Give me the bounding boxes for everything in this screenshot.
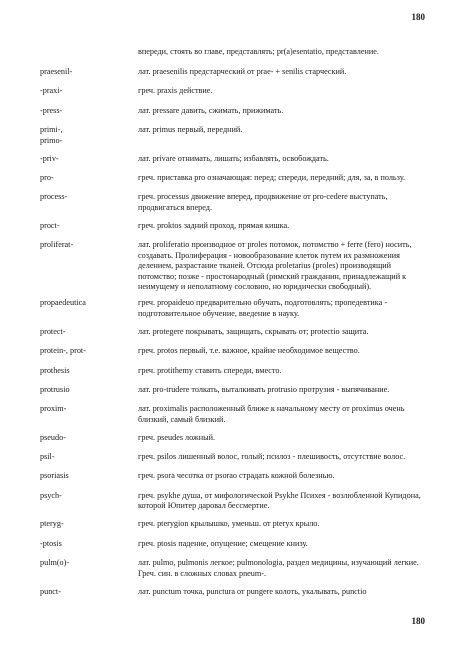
entry-term: -praxi- bbox=[40, 86, 63, 96]
entry-definition: лат. pulmo, pulmonis легкое; pulmonologia, раздел медицины, изучающий легкие. Греч. син. в сложных словах pneum-. bbox=[138, 558, 419, 578]
entry-term: primi-, primo- bbox=[40, 125, 63, 145]
entry-term: pro- bbox=[40, 172, 54, 182]
page-number-top: 180 bbox=[411, 12, 425, 22]
entry-term: proxim- bbox=[40, 404, 67, 414]
entry-definition: греч. pterygion крылышко, уменьш. от pteryx крыло. bbox=[138, 519, 320, 529]
entry-definition: лат. punctum точка, punctura от pungere колоть, укалывать, punctio bbox=[138, 586, 367, 596]
entry-definition: греч. processus движение вперед, продвижение от pro-cedere выступать, продвигаться вперед. bbox=[138, 192, 388, 212]
entry-term: protrusio bbox=[40, 384, 70, 394]
entry-term: psoriasis bbox=[40, 471, 69, 481]
page-number-bottom: 180 bbox=[411, 616, 425, 626]
entry-term: pulm(o)- bbox=[40, 558, 70, 568]
entry-term: protein-, prot- bbox=[40, 346, 86, 356]
entry-definition: лат. primus первый, передний. bbox=[138, 125, 243, 135]
entry-definition: греч. proktos задний проход, прямая кишка. bbox=[138, 220, 290, 230]
entry-term: pteryg- bbox=[40, 519, 64, 529]
entry-term: -priv- bbox=[40, 153, 59, 163]
entry-term: propaedeutica bbox=[40, 298, 86, 308]
entry-definition: лат. proximalis расположенный ближе к начальному месту от proximus очень близкий, самый близкий. bbox=[138, 404, 405, 424]
entry-definition: греч. protos первый, т.е. важное, крайне необходимое вещество. bbox=[138, 346, 360, 356]
entry-definition: лат. protegere покрывать, защищать, скрывать от; protectio защита. bbox=[138, 326, 369, 336]
entry-definition: греч. propaideuo предварительно обучать, подготовлять; пропедевтика - подготовительное обучение, введение в науку. bbox=[138, 298, 388, 318]
entry-definition: лат. pro-trudere толкать, выталкивать protrusio протрузия - выпячивание. bbox=[138, 384, 390, 394]
entry-definition: лат. proliferatio производное от proles потомок, потомство + ferre (fero) носить, создавать. Пролиферация - новообразование клеток путем их размножения делением, разрастание тканей. Отсюда proletarius (proles) производящий потомство; позже - простонародный (римский гражданин, принадлежащий к неимущему и неполатному сословию, но юридически свободный). bbox=[138, 240, 412, 292]
entry-term: punct- bbox=[40, 586, 61, 596]
entry-definition: лат. pressare давить, сжимать, прижимать. bbox=[138, 105, 284, 115]
entry-definition: лат. privare отнимать, лишать; избавлять, освобождать. bbox=[138, 153, 329, 163]
entry-term: psych- bbox=[40, 490, 62, 500]
entry-term: -press- bbox=[40, 105, 63, 115]
entry-term: pseudo- bbox=[40, 432, 66, 442]
entry-term: proct- bbox=[40, 220, 60, 230]
entry-term: prothesis bbox=[40, 365, 70, 375]
entry-definition: греч. protithemy ставить спереди, вместо. bbox=[138, 365, 282, 375]
entry-term: -ptosis bbox=[40, 538, 62, 548]
continued-definition: впереди, стоять во главе, представлять; pr(a)esentatio, представление. bbox=[138, 47, 379, 56]
entry-term: psil- bbox=[40, 452, 55, 462]
entry-definition: греч. ptosis падение, опущение; смещение книзу. bbox=[138, 538, 308, 548]
entry-definition: греч. praxis действие. bbox=[138, 86, 213, 96]
entry-term: praesenil- bbox=[40, 67, 73, 76]
entry-definition: греч. psilos лишенный волос, голый; псилоз - плешивость, отсутствие волос. bbox=[138, 452, 406, 462]
entry-definition: греч. приставка pro означающая: перед; спереди, передний; для, за, в пользу. bbox=[138, 172, 406, 182]
entry-term: process- bbox=[40, 192, 68, 202]
entry-definition: греч. pseudes ложный. bbox=[138, 432, 216, 442]
entry-definition: лат. praesenilis предстарческий от prae- + senilis старческий. bbox=[138, 67, 347, 76]
entry-definition: греч. psora чесотка от psorao страдать кожной болезнью. bbox=[138, 471, 335, 481]
entry-definition: греч. psykhe душа, от мифологической Psykhe Психея - возлюбленной Купидона, которой Юпитер даровал бессмертие. bbox=[138, 490, 421, 511]
entry-term: protect- bbox=[40, 326, 66, 336]
entry-term: proliferat- bbox=[40, 240, 74, 250]
